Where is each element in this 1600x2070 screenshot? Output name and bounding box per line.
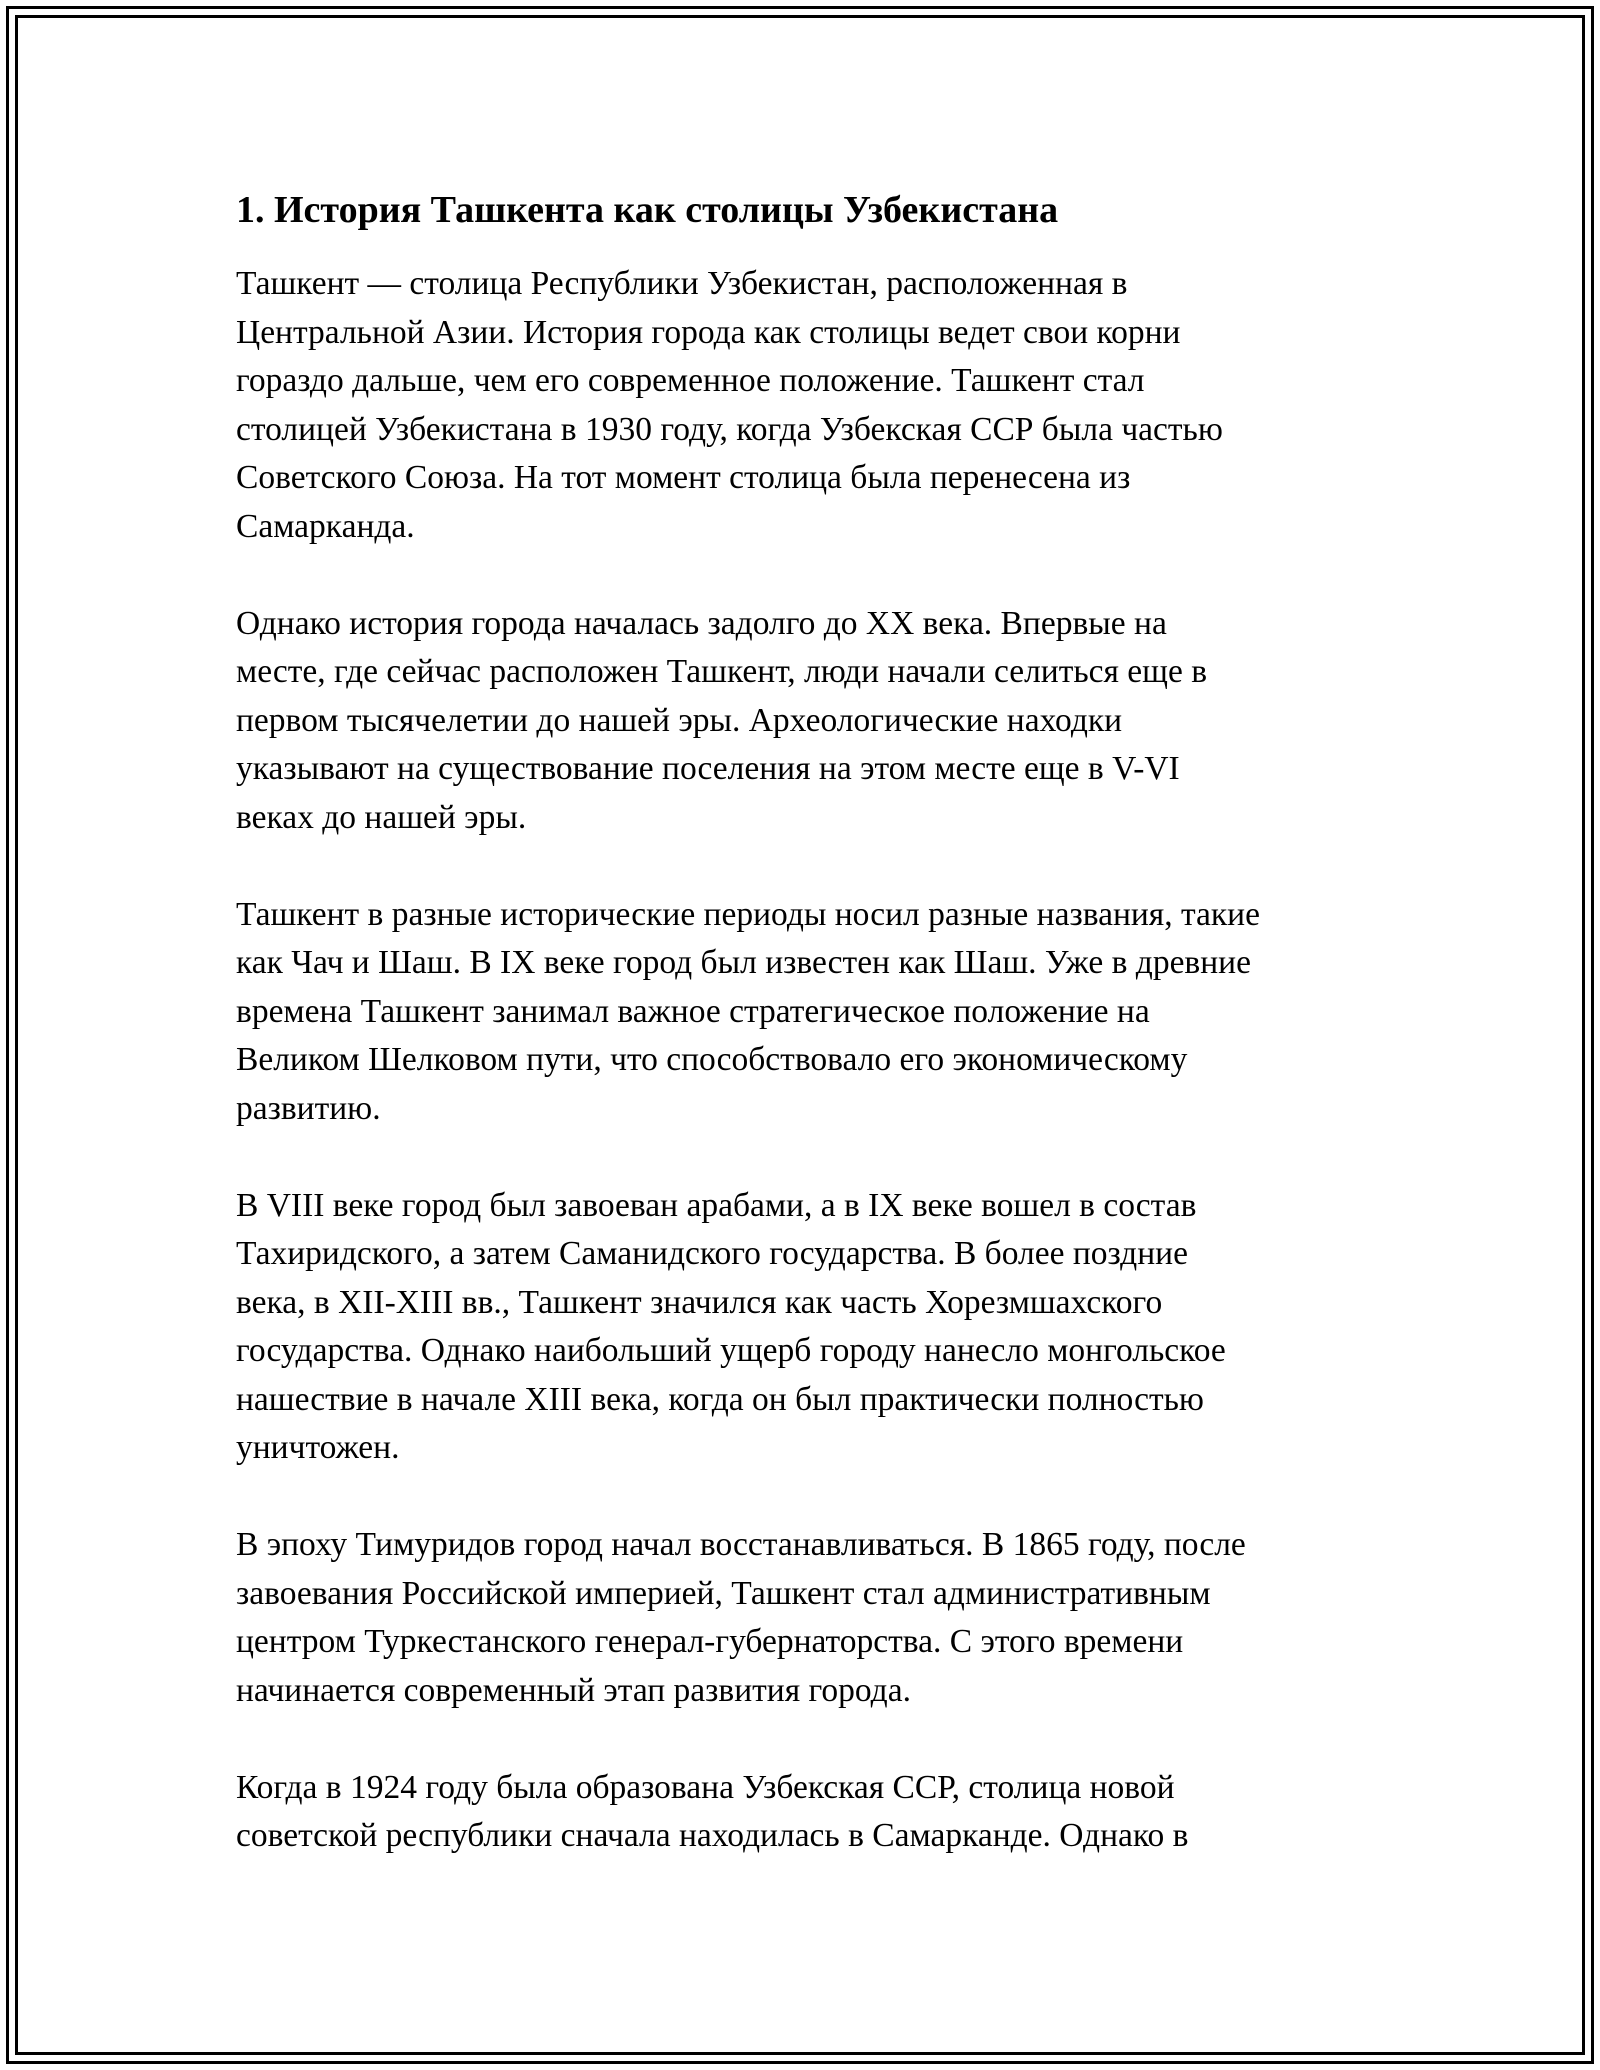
text-line: Ташкент — столица Республики Узбекистан, расположенная в bbox=[236, 265, 1128, 302]
text-line: нашествие в начале XIII века, когда он был практически полностью bbox=[236, 1380, 1204, 1418]
text-line: центром Туркестанского генерал-губернаторства. С этого времени bbox=[236, 1623, 1184, 1660]
text-line: Самарканда. bbox=[236, 507, 415, 545]
text-line: Советского Союза. На тот момент столица была перенесена из bbox=[236, 459, 1131, 496]
text-line: В VIII веке город был завоеван арабами, а в IX веке вошел в состав bbox=[236, 1186, 1197, 1224]
text-line: Однако история города началась задолго до XX века. Впервые на bbox=[236, 604, 1167, 642]
text-line: указывают на существование поселения на этом месте еще в V-VI bbox=[236, 750, 1180, 787]
section-heading: 1. История Ташкента как столицы Узбекистана bbox=[236, 189, 1059, 231]
paragraph bbox=[236, 891, 1366, 1134]
text-line: как Чач и Шаш. В IX веке город был известен как Шаш. Уже в древние bbox=[236, 944, 1251, 981]
text-line: Когда в 1924 году была образована Узбекская ССР, столица новой bbox=[236, 1768, 1175, 1806]
text-line: первом тысячелетии до нашей эры. Археологические находки bbox=[236, 701, 1123, 739]
text-line: начинается современный этап развития города. bbox=[236, 1671, 911, 1709]
text-line: В эпоху Тимуридов город начал восстанавливаться. В 1865 году, после bbox=[236, 1526, 1246, 1563]
paragraph bbox=[236, 600, 1366, 843]
text-line: Тахиридского, а затем Саманидского государства. В более поздние bbox=[236, 1235, 1188, 1272]
text-line: веках до нашей эры. bbox=[236, 798, 527, 836]
paragraph bbox=[236, 1182, 1366, 1473]
document-body bbox=[236, 186, 1366, 1909]
text-line: советской республики сначала находилась в Самарканде. Однако в bbox=[236, 1817, 1189, 1854]
text-line: развитию. bbox=[236, 1089, 381, 1127]
text-line: месте, где сейчас расположен Ташкент, люди начали селиться еще в bbox=[236, 653, 1208, 690]
text-line: Центральной Азии. История города как столицы ведет свои корни bbox=[236, 313, 1181, 351]
text-line: государства. Однако наибольший ущерб городу нанесло монгольское bbox=[236, 1332, 1226, 1369]
paragraph bbox=[236, 1764, 1366, 1861]
text-line: Великом Шелковом пути, что способствовало его экономическому bbox=[236, 1041, 1188, 1078]
text-line: времена Ташкент занимал важное стратегическое положение на bbox=[236, 992, 1150, 1030]
text-line: завоевания Российской империей, Ташкент стал административным bbox=[236, 1574, 1211, 1612]
text-line: столицей Узбекистана в 1930 году, когда Узбекская ССР была частью bbox=[236, 410, 1223, 448]
text-line: уничтожен. bbox=[236, 1429, 400, 1466]
text-line: гораздо дальше, чем его современное положение. Ташкент стал bbox=[236, 362, 1145, 399]
text-line: века, в XII-XIII вв., Ташкент значился как часть Хорезмшахского bbox=[236, 1283, 1163, 1321]
paragraph bbox=[236, 260, 1366, 551]
text-line: Ташкент в разные исторические периоды носил разные названия, такие bbox=[236, 895, 1260, 933]
paragraph bbox=[236, 1521, 1366, 1715]
